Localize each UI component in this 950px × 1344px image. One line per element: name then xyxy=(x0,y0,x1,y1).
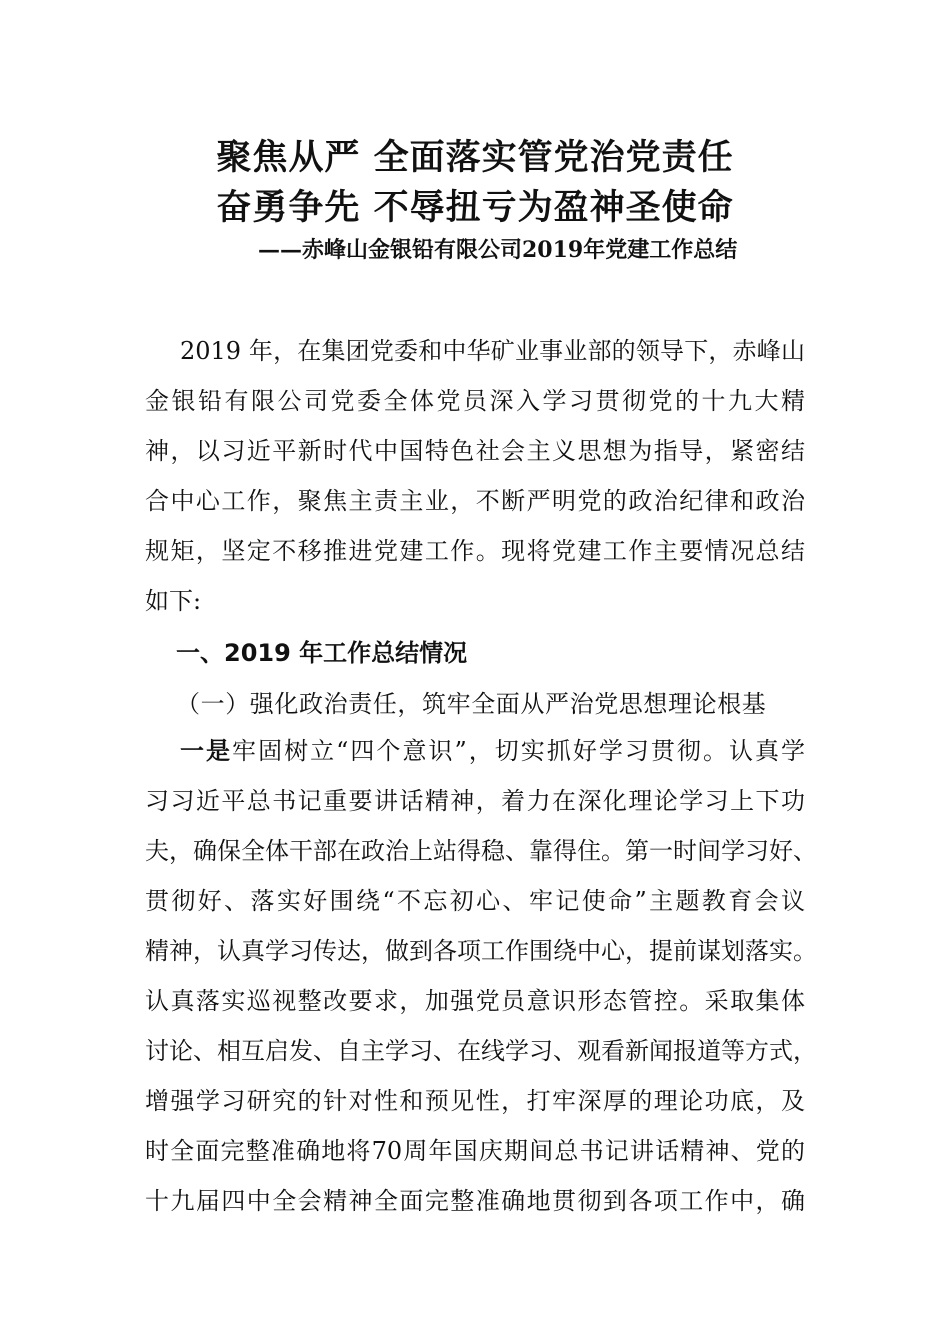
point-one-line: 讨论、相互启发、自主学习、在线学习、观看新闻报道等方式， xyxy=(145,1037,817,1065)
document-subtitle: ——赤峰山金银铅有限公司2019年党建工作总结 xyxy=(258,237,738,263)
document-title-line-2: 奋勇争先 不辱扭亏为盈神圣使命 xyxy=(216,187,734,228)
subsection-heading: （一）强化政治责任，筑牢全面从严治党思想理论根基 xyxy=(176,690,767,718)
point-one-line: 十九届四中全会精神全面完整准确地贯彻到各项工作中，确 xyxy=(145,1187,805,1215)
point-one-line: 时全面完整准确地将70周年国庆期间总书记讲话精神、党的 xyxy=(145,1137,805,1165)
intro-line: 规矩，坚定不移推进党建工作。现将党建工作主要情况总结 xyxy=(145,537,805,565)
point-one-line: 精神，认真学习传达，做到各项工作围绕中心，提前谋划落实。 xyxy=(145,937,817,965)
point-one-line: 认真落实巡视整改要求，加强党员意识形态管控。采取集体 xyxy=(145,987,805,1015)
intro-line: 2019 年，在集团党委和中华矿业事业部的领导下，赤峰山 xyxy=(180,337,805,365)
document-title-line-1: 聚焦从严 全面落实管党治党责任 xyxy=(216,137,734,178)
intro-line: 合中心工作，聚焦主责主业，不断严明党的政治纪律和政治 xyxy=(145,487,805,515)
point-one-line: 夫，确保全体干部在政治上站得稳、靠得住。第一时间学习好、 xyxy=(145,837,817,865)
point-one-line: 增强学习研究的针对性和预见性，打牢深厚的理论功底，及 xyxy=(145,1087,805,1115)
point-one-first-line xyxy=(180,736,805,766)
intro-line: 如下: xyxy=(145,587,202,615)
section-heading: 一、2019 年工作总结情况 xyxy=(176,639,468,667)
point-one-first-text: 牢固树立“四个意识”，切实抓好学习贯彻。认真学 xyxy=(232,737,805,765)
point-one-line: 贯彻好、落实好围绕“不忘初心、牢记使命”主题教育会议 xyxy=(145,887,805,915)
intro-line: 金银铅有限公司党委全体党员深入学习贯彻党的十九大精 xyxy=(145,387,805,415)
point-one-lead: 一是 xyxy=(180,737,233,765)
intro-line: 神，以习近平新时代中国特色社会主义思想为指导，紧密结 xyxy=(145,437,805,465)
point-one-line: 习习近平总书记重要讲话精神，着力在深化理论学习上下功 xyxy=(145,787,805,815)
